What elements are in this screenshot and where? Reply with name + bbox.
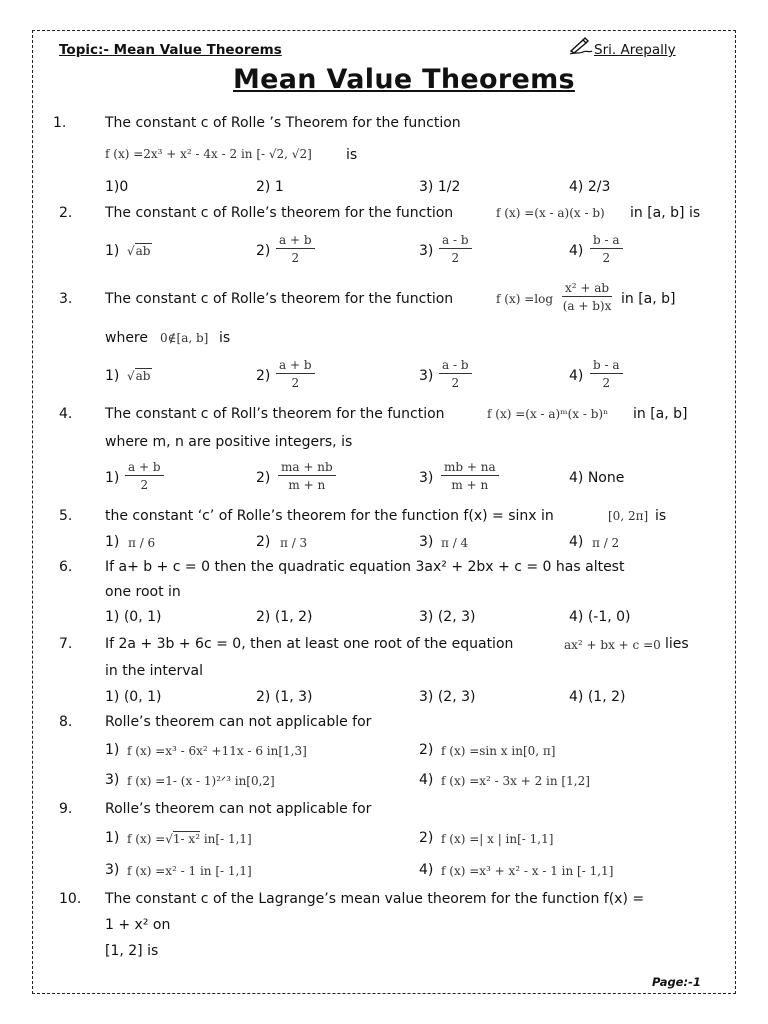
q5-option-1: 1) (105, 534, 120, 550)
q2-option-2: 2) (256, 243, 271, 259)
q7-number: 7. (59, 636, 73, 652)
topic-header: Topic:- Mean Value Theorems (59, 42, 282, 58)
q3-option-4-fraction: $\frac{b - a}{2}$ (590, 358, 623, 391)
q10-line3: [1, 2] is (105, 943, 159, 959)
q3-option-1: 1) (105, 368, 120, 384)
q5-option-4-math: π / 2 (592, 536, 620, 550)
q4-number: 4. (59, 406, 73, 422)
q1-math: f (x) =2x³ + x² - 4x - 2 in [- √2, √2] (105, 147, 312, 161)
q10-line2: 1 + x² on (105, 917, 171, 933)
q4-option-3: 3) (419, 470, 434, 486)
q3-where-math: 0∉[a, b] (160, 331, 209, 345)
q4-option-4: 4) None (569, 470, 625, 486)
q9-option-4-math: f (x) =x³ + x² - x - 1 in [- 1,1] (441, 864, 614, 878)
page-number: Page:-1 (652, 975, 701, 989)
q2-option-3-fraction: $\frac{a - b}{2}$ (439, 233, 472, 266)
q10-number: 10. (59, 891, 82, 907)
q2-option-4-fraction: $\frac{b - a}{2}$ (590, 233, 623, 266)
q4-option-1: 1) (105, 470, 120, 486)
q2-tail: in [a, b] is (630, 205, 701, 221)
q4-tail: in [a, b] (633, 406, 688, 422)
q6-option-1: 1) (0, 1) (105, 609, 162, 625)
q3-option-4: 4) (569, 368, 584, 384)
q5-option-2-math: π / 3 (280, 536, 308, 550)
q4-text: The constant c of Roll’s theorem for the function (105, 406, 445, 422)
q8-option-3-math: f (x) =1- (x - 1)²ᐟ³ in[0,2] (127, 774, 275, 788)
q8-option-3: 3) (105, 772, 120, 788)
q9-number: 9. (59, 801, 73, 817)
q3-option-3-fraction: $\frac{a - b}{2}$ (439, 358, 472, 391)
q5-option-3-math: π / 4 (441, 536, 469, 550)
q7-option-2: 2) (1, 3) (256, 689, 313, 705)
q3-number: 3. (59, 291, 73, 307)
q2-option-1-math: √ab (127, 244, 151, 258)
q2-option-3: 3) (419, 243, 434, 259)
author-name: Sri. Arepally (594, 42, 676, 58)
q9-option-4: 4) (419, 862, 434, 878)
q2-option-4: 4) (569, 243, 584, 259)
q3-math-fraction: $\frac{\text{x² + ab}}{(a + b)x}$ (562, 281, 612, 314)
q4-option-2-fraction: $\frac{ma + nb}{m + n}$ (278, 460, 336, 493)
q8-option-1: 1) (105, 742, 120, 758)
q6-option-3: 3) (2, 3) (419, 609, 476, 625)
q2-option-1: 1) (105, 243, 120, 259)
q7-line2: in the interval (105, 663, 204, 679)
q6-line1: If a+ b + c = 0 then the quadratic equation 3ax² + 2bx + c = 0 has altest (105, 559, 625, 575)
q3-where-tail: is (219, 330, 231, 346)
q6-option-2: 2) (1, 2) (256, 609, 313, 625)
q8-text: Rolle’s theorem can not applicable for (105, 714, 372, 730)
q1-tail: is (346, 147, 358, 163)
q10-line1: The constant c of the Lagrange’s mean value theorem for the function f(x) = (105, 891, 645, 907)
q7-text: If 2a + 3b + 6c = 0, then at least one root of the equation (105, 636, 514, 652)
q4-line2: where m, n are positive integers, is (105, 434, 353, 450)
q1-option-1: 1)0 (105, 179, 129, 195)
q3-tail: in [a, b] (621, 291, 676, 307)
q3-option-2-fraction: $\frac{a + b}{2}$ (276, 358, 315, 391)
q3-where: where (105, 330, 148, 346)
q3-math-prefix: f (x) =log (496, 292, 553, 306)
q5-option-1-math: π / 6 (128, 536, 156, 550)
q9-option-3: 3) (105, 862, 120, 878)
q5-math: [0, 2π] (608, 509, 649, 523)
q2-text: The constant c of Rolle’s theorem for the function (105, 205, 454, 221)
q7-math: ax² + bx + c =0 (564, 638, 661, 652)
q1-number: 1. (53, 115, 67, 131)
q5-number: 5. (59, 508, 73, 524)
q6-line2: one root in (105, 584, 181, 600)
q7-option-3: 3) (2, 3) (419, 689, 476, 705)
q5-text: the constant ‘c’ of Rolle’s theorem for the function f(x) = sinx in (105, 508, 554, 524)
q5-tail: is (655, 508, 667, 524)
q4-option-1-fraction: $\frac{a + b}{2}$ (125, 460, 164, 493)
q4-option-3-fraction: $\frac{mb + na}{m + n}$ (441, 460, 499, 493)
q5-option-4: 4) (569, 534, 584, 550)
q2-option-2-fraction: $\frac{a + b}{2}$ (276, 233, 315, 266)
q8-option-2-math: f (x) =sin x in[0, π] (441, 744, 556, 758)
q1-option-2: 2) 1 (256, 179, 284, 195)
q6-option-4: 4) (-1, 0) (569, 609, 631, 625)
q9-option-3-math: f (x) =x² - 1 in [- 1,1] (127, 864, 252, 878)
q2-math: f (x) =(x - a)(x - b) (496, 206, 605, 220)
q9-option-2: 2) (419, 830, 434, 846)
q3-option-2: 2) (256, 368, 271, 384)
page-title: Mean Value Theorems (233, 64, 575, 95)
q1-option-3: 3) 1/2 (419, 179, 461, 195)
q8-option-4: 4) (419, 772, 434, 788)
q7-option-1: 1) (0, 1) (105, 689, 162, 705)
q9-option-1-math: f (x) =√1- x² in[- 1,1] (127, 832, 252, 846)
q5-option-2: 2) (256, 534, 271, 550)
pen-writing-icon (569, 37, 593, 59)
q5-option-3: 3) (419, 534, 434, 550)
q8-option-2: 2) (419, 742, 434, 758)
q4-option-2: 2) (256, 470, 271, 486)
q9-option-2-math: f (x) =| x | in[- 1,1] (441, 832, 554, 846)
q3-text: The constant c of Rolle’s theorem for the function (105, 291, 454, 307)
q8-option-4-math: f (x) =x² - 3x + 2 in [1,2] (441, 774, 590, 788)
q9-text: Rolle’s theorem can not applicable for (105, 801, 372, 817)
q7-option-4: 4) (1, 2) (569, 689, 626, 705)
q9-option-1: 1) (105, 830, 120, 846)
q8-number: 8. (59, 714, 73, 730)
q2-number: 2. (59, 205, 73, 221)
q1-text: The constant c of Rolle ’s Theorem for the function (105, 115, 461, 131)
q3-option-1-math: √ab (127, 369, 151, 383)
q3-option-3: 3) (419, 368, 434, 384)
q8-option-1-math: f (x) =x³ - 6x² +11x - 6 in[1,3] (127, 744, 307, 758)
q6-number: 6. (59, 559, 73, 575)
q7-tail: lies (665, 636, 689, 652)
q1-option-4: 4) 2/3 (569, 179, 611, 195)
q4-math: f (x) =(x - a)ᵐ(x - b)ⁿ (487, 407, 609, 421)
